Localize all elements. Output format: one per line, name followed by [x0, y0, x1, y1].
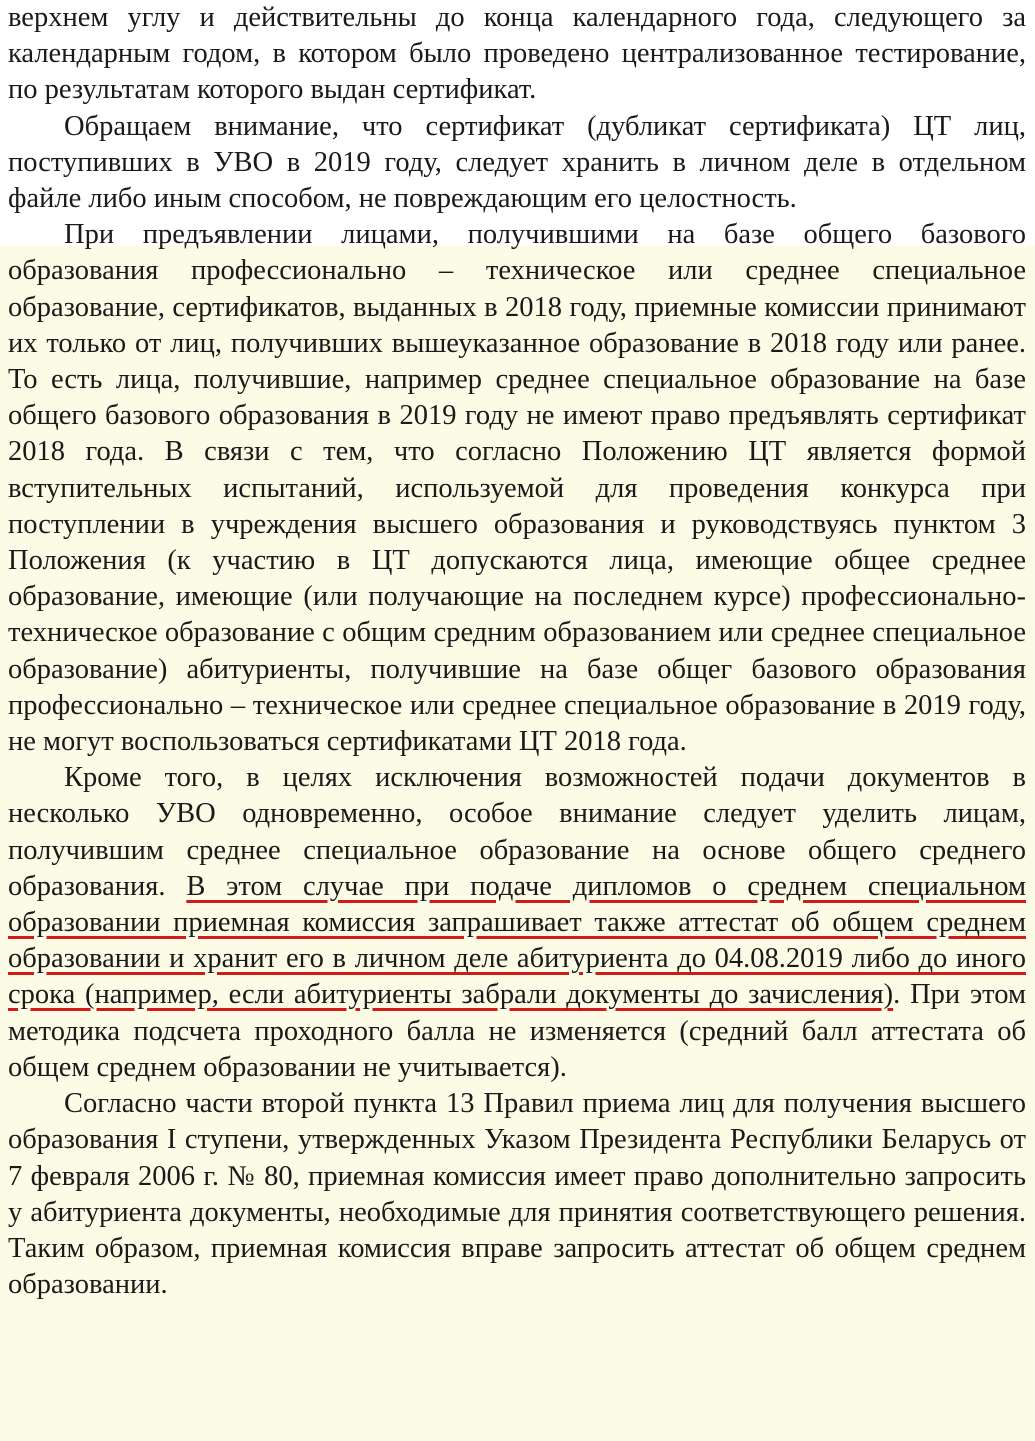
underlined-passage: В этом случае при подаче дипломов о среднем специальном образовании приемная комиссия запрашивает также аттестат об общем среднем образовании и хранит его в личном деле абитуриента до 04.08.2019 либо до иного срока (например, если абитуриенты забрали документы до зачисления)	[8, 870, 1026, 1011]
paragraph-2: Обращаем внимание, что сертификат (дубликат сертификата) ЦТ лиц, поступивших в УВО в 2019 году, следует хранить в личном деле в отдельном файле либо иным способом, не повреждающим его целостность.	[8, 110, 1026, 215]
paragraph-3: При предъявлении лицами, получившими на базе общего базового образования профессионально – техническое или среднее специальное образование, сертификатов, выданных в 2018 году, приемные комиссии принимают их только от лиц, получивших вышеуказанное образование в 2018 году или ранее. То есть лица, получившие, например среднее специальное образование на базе общего базового образования в 2019 году не имеют право предъявлять сертификат 2018 года. В связи с тем, что согласно Положению ЦТ является формой вступительных испытаний, используемой для проведения конкурса при поступлении в учреждения высшего образования и руководствуясь пунктом 3 Положения (к участию в ЦТ допускаются лица, имеющие общее среднее образование, имеющие (или получающие на последнем курсе) профессионально-техническое образование с общим средним образованием или среднее специальное образование) абитуриенты, получившие на базе общег базового образования профессионально – техническое или среднее специальное образование в 2019 году, не могут воспользоваться сертификатами ЦТ 2018 года.	[8, 219, 1026, 758]
paragraph-4-end: . При этом методика подсчета проходного балла не изменяется (средний балл аттестата об общем среднем образовании не учитывается).	[8, 979, 1026, 1083]
paragraph-1: верхнем углу и действительны до конца календарного года, следующего за календарным годом, в котором было проведено централизованное тестирование, по результатам которого выдан сертификат.	[8, 2, 1026, 106]
document-text	[8, 0, 1026, 1303]
paragraph-4	[8, 760, 1026, 1086]
paragraph-4-start: Кроме того, в целях исключения возможностей подачи документов в несколько УВО одновременно, особое внимание следует уделить лицам, получившим среднее специальное образование на основе общего среднего образования.	[8, 762, 1026, 902]
paragraph-5: Согласно части второй пункта 13 Правил приема лиц для получения высшего образования I ступени, утвержденных Указом Президента Республики Беларусь от 7 февраля 2006 г. № 80, приемная комиссия имеет право дополнительно запросить у абитуриента документы, необходимые для принятия соответствующего решения. Таким образом, приемная комиссия вправе запросить аттестат об общем среднем образовании.	[8, 1088, 1026, 1301]
